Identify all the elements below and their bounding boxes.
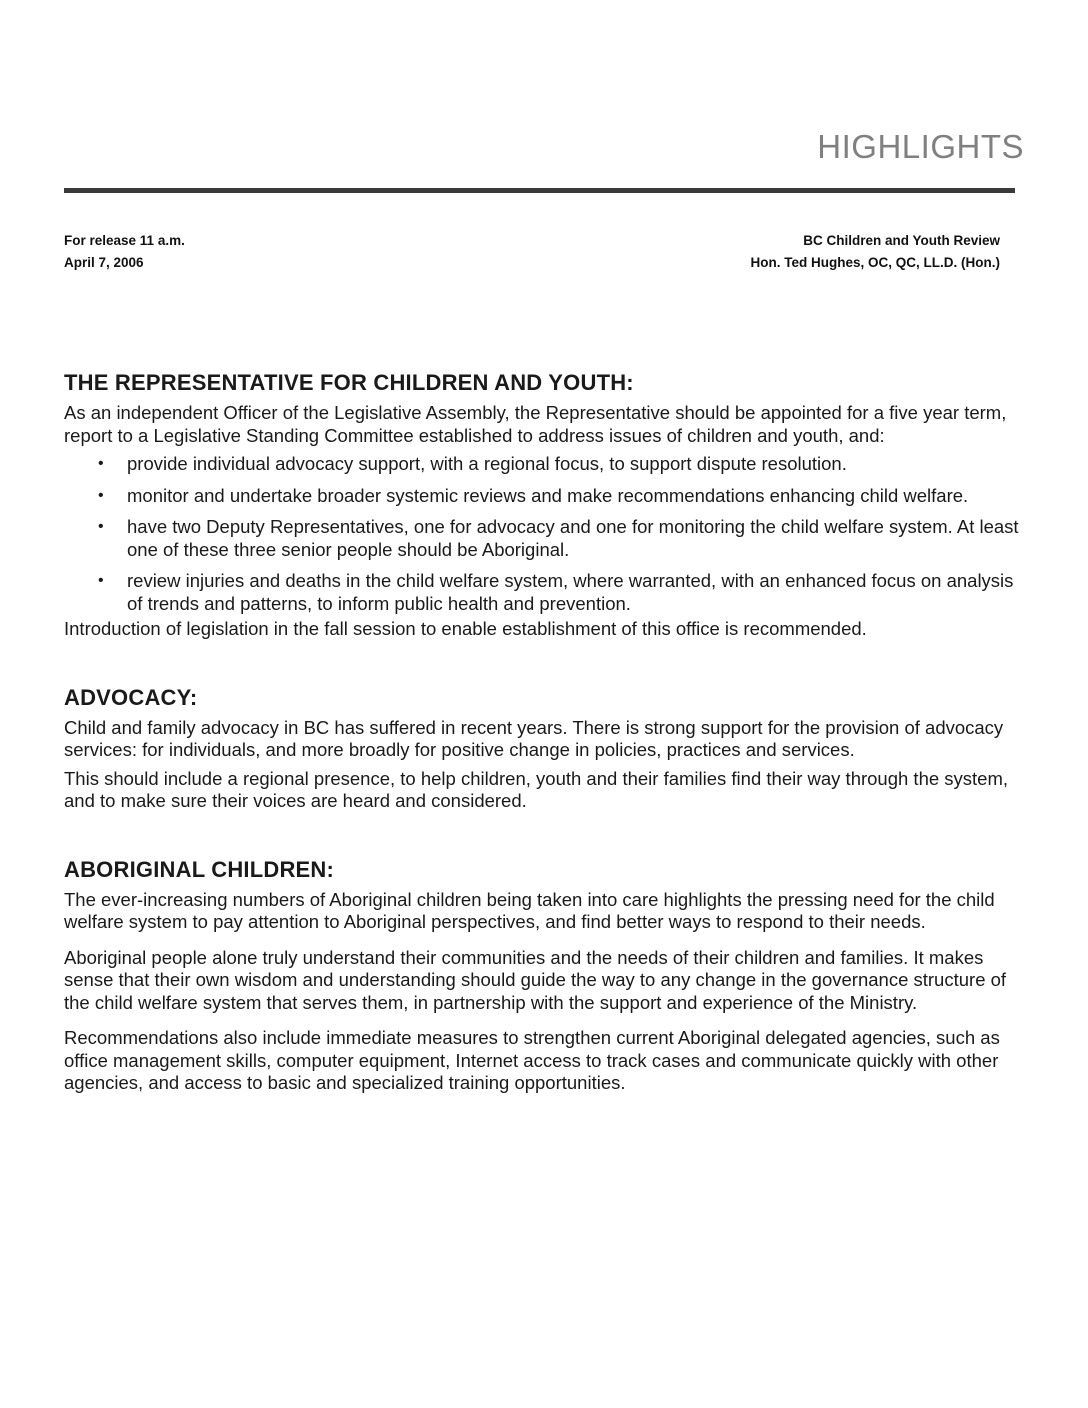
list-item-text: monitor and undertake broader systemic reviews and make recommendations enhancing child welfare. xyxy=(127,484,969,506)
bullet-icon: • xyxy=(98,455,104,472)
section-aboriginal xyxy=(64,857,1024,1095)
review-name: BC Children and Youth Review xyxy=(803,233,1000,248)
release-time: For release 11 a.m. xyxy=(64,233,185,248)
document-title: HIGHLIGHTS xyxy=(817,128,1024,165)
list-item xyxy=(64,516,1024,561)
review-author: Hon. Ted Hughes, OC, QC, LL.D. (Hon.) xyxy=(750,255,1000,270)
section-heading: ABORIGINAL CHILDREN: xyxy=(64,856,335,882)
section-paragraph: Aboriginal people alone truly understand their communities and the needs of their children and families. It makes sense that their own wisdom and understanding should guide the way to any change in the governance structure of the child welfare system that serves them, in partnership with the support and experience of the Ministry. xyxy=(64,946,1007,1013)
bullet-icon: • xyxy=(98,518,104,535)
list-item xyxy=(64,453,1024,476)
list-item xyxy=(64,485,1024,508)
document-body xyxy=(64,370,1024,1108)
list-item xyxy=(64,570,1024,615)
section-paragraph: Child and family advocacy in BC has suffered in recent years. There is strong support for the provision of advocacy services: for individuals, and more broadly for positive change in policies, practices and services. xyxy=(64,716,1004,760)
section-advocacy xyxy=(64,685,1024,813)
title-divider xyxy=(64,188,1015,193)
list-item-text: have two Deputy Representatives, one for advocacy and one for monitoring the child welfare system. At least one of these three senior people should be Aboriginal. xyxy=(127,516,1019,560)
release-date: April 7, 2006 xyxy=(64,255,144,270)
section-heading: ADVOCACY: xyxy=(64,684,198,710)
review-info xyxy=(751,230,1000,274)
release-info xyxy=(64,230,185,274)
section-representative xyxy=(64,370,1024,641)
section-heading: THE REPRESENTATIVE FOR CHILDREN AND YOUTH: xyxy=(64,370,634,395)
bullet-icon: • xyxy=(98,572,104,589)
section-intro: As an independent Officer of the Legislative Assembly, the Representative should be appointed for a five year term, report to a Legislative Standing Committee established to address issues of children and youth, and: xyxy=(64,402,1007,446)
section-paragraph: The ever-increasing numbers of Aboriginal children being taken into care highlights the pressing need for the child welfare system to pay attention to Aboriginal perspectives, and find better ways to respond to their needs. xyxy=(64,888,995,932)
bullet-list xyxy=(64,453,1024,615)
section-paragraph: Recommendations also include immediate measures to strengthen current Aboriginal delegated agencies, such as office management skills, computer equipment, Internet access to track cases and communicate quickly with other agencies, and access to basic and specialized training opportunities. xyxy=(64,1027,1000,1093)
list-item-text: review injuries and deaths in the child welfare system, where warranted, with an enhanced focus on analysis of trends and patterns, to inform public health and prevention. xyxy=(127,570,1014,614)
list-item-text: provide individual advocacy support, with a regional focus, to support dispute resolution. xyxy=(127,453,847,474)
section-closing: Introduction of legislation in the fall session to enable establishment of this office is recommended. xyxy=(64,618,867,639)
bullet-icon: • xyxy=(98,486,104,504)
section-paragraph: This should include a regional presence, to help children, youth and their families find their way through the system, and to make sure their voices are heard and considered. xyxy=(64,767,1009,811)
